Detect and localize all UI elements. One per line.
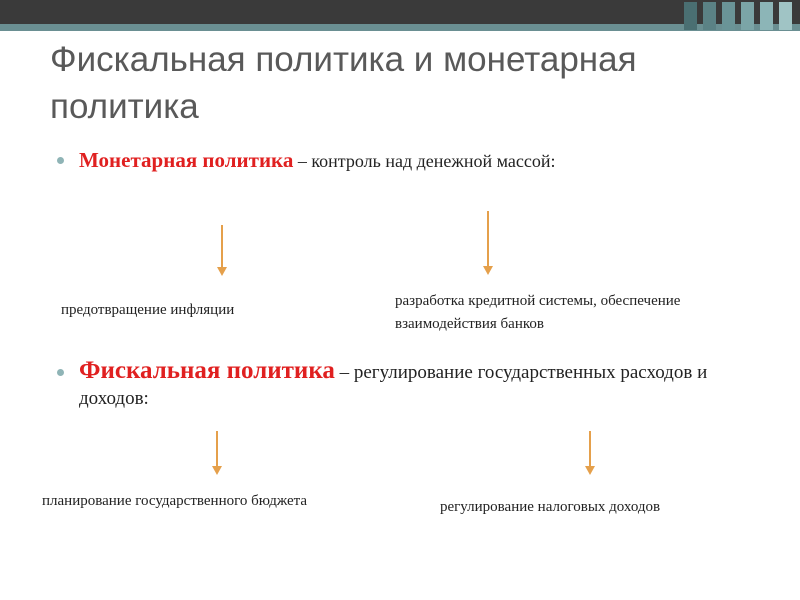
branch-fiscal-1: планирование государственного бюджета (42, 493, 308, 509)
decorative-stripes (532, 2, 792, 32)
arrow-down-icon (583, 431, 597, 475)
decorative-stripe (703, 2, 716, 30)
branch-monetary-1: предотвращение инфляции (61, 302, 235, 318)
arrow-down-icon (210, 431, 224, 475)
decorative-stripe (684, 2, 697, 30)
bullet-monetary (57, 148, 719, 173)
decorative-stripe (722, 2, 735, 30)
branch-monetary-2: разработка кредитной системы, обеспечение взаимодействия банков (395, 293, 681, 332)
definition-fiscal: – регулирование государственных расходов и доходов: (79, 362, 708, 409)
bullet-dot (57, 157, 64, 164)
decorative-stripe (741, 2, 754, 30)
definition-monetary: – контроль над денежной массой: (293, 151, 556, 171)
slide-title: Фискальная политика и монетарная политика (50, 40, 637, 126)
arrow-down-icon (215, 225, 229, 276)
bullet-fiscal (57, 358, 719, 412)
decorative-stripe (779, 2, 792, 30)
term-monetary: Монетарная политика (79, 148, 294, 172)
term-fiscal: Фискальная политика (79, 357, 335, 384)
bullet-dot (57, 369, 64, 376)
branch-fiscal-2: регулирование налоговых доходов (440, 499, 661, 515)
decorative-stripe (760, 2, 773, 30)
arrow-down-icon (481, 211, 495, 275)
